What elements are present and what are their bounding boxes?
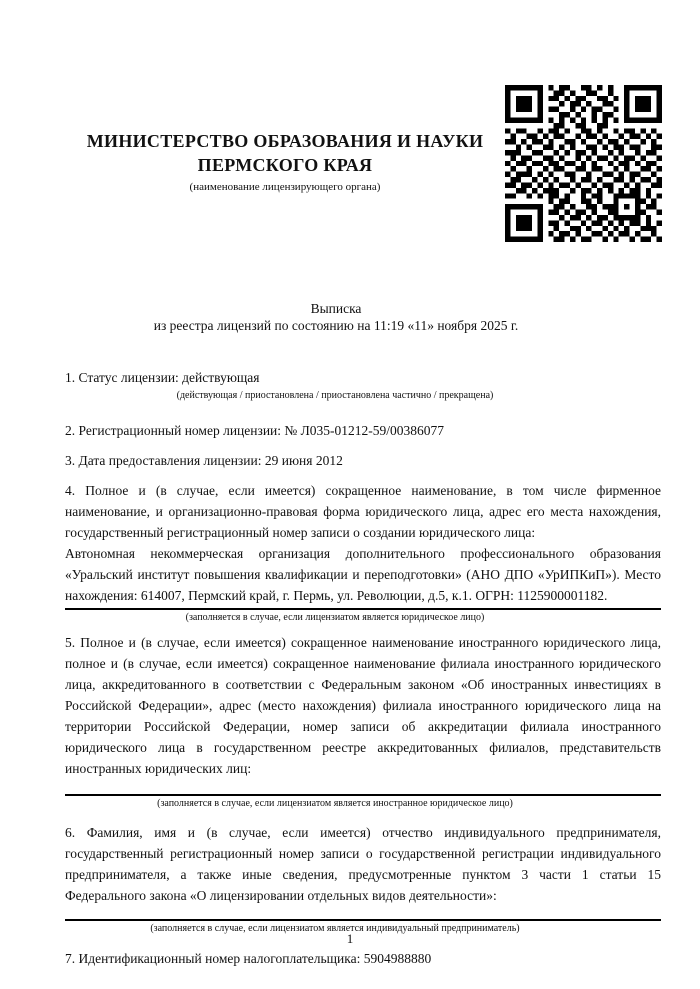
license-item-foreign-entity <box>65 632 661 810</box>
item-caption: (заполняется в случае, если лицензиатом является юридическое лицо) <box>185 612 485 623</box>
item-caption: (действующая / приостановлена / приостановлена частично / прекращена) <box>176 390 494 401</box>
item-value: Автономная некоммерческая организация дополнительного профессионального образования «Уральский институт повышения квалификации и переподготовки» (АНО ДПО «УрИПКиП»). Место нахождения: 614007, Пермский край, г. Пермь, ул. Революции, д.5, к.1. ОГРН: 1125900001182. <box>65 546 661 603</box>
item-text: 5. Полное и (в случае, если имеется) сокращенное наименование иностранного юридического лица, полное и (в случае, если имеется) сокращенное наименование филиала иностранного юридического лица, аккредитованного в соответствии с Федеральным законом «Об иностранных инвестициях в Российской Федерации», адрес (место нахождения) филиала иностранного юридического лица на территории Российской Федерации, номер записи об аккредитации филиала иностранного юридического лица в государственном реестре аккредитованных филиалов, представительств иностранных юридических лиц: <box>65 635 661 776</box>
ministry-name-line2: ПЕРМСКОГО КРАЯ <box>197 155 373 175</box>
fill-in-line <box>65 794 661 796</box>
document-title: Выписка <box>310 301 362 316</box>
item-text: 3. Дата предоставления лицензии: 29 июня 2012 <box>65 453 343 468</box>
item-text: 1. Статус лицензии: действующая <box>65 370 260 385</box>
document-subtitle: из реестра лицензий по состоянию на 11:19 «11» ноября 2025 г. <box>153 318 519 333</box>
item-text: 7. Идентификационный номер налогоплательщика: 5904988880 <box>65 951 432 966</box>
item-text: 6. Фамилия, имя и (в случае, если имеется) отчество индивидуального предпринимателя, государственный регистрационный номер записи о государственной регистрации индивидуального предпринимателя, а также иные сведения, предусмотренные пунктом 3 части 1 статьи 15 Федерального закона «О лицензировании отдельных видов деятельности»: <box>65 825 661 903</box>
item-text: 4. Полное и (в случае, если имеется) сокращенное наименование, в том числе фирменное наименование, и организационно-правовая форма юридического лица, адрес его места нахождения, государственный регистрационный номер записи о создании юридического лица: <box>65 483 661 540</box>
item-text: 2. Регистрационный номер лицензии: № Л035-01212-59/00386077 <box>65 423 445 438</box>
page-number: 1 <box>346 931 354 946</box>
ministry-name-line1: МИНИСТЕРСТВО ОБРАЗОВАНИЯ И НАУКИ <box>86 131 484 151</box>
license-item-inn <box>65 948 661 969</box>
license-item-individual-entrepreneur <box>65 822 661 935</box>
ministry-caption: (наименование лицензирующего органа) <box>189 181 381 193</box>
fill-in-line <box>65 919 661 921</box>
license-item-status <box>65 367 661 402</box>
licensing-authority-header <box>65 129 505 194</box>
item-caption: (заполняется в случае, если лицензиатом является иностранное юридическое лицо) <box>157 798 513 809</box>
license-item-grant-date <box>65 450 661 471</box>
item-caption: (заполняется в случае, если лицензиатом является индивидуальный предприниматель) <box>150 923 520 934</box>
license-item-reg-number <box>65 420 661 441</box>
license-item-legal-entity <box>65 480 661 624</box>
qr-code-icon <box>505 85 662 242</box>
fill-in-line <box>65 608 661 610</box>
